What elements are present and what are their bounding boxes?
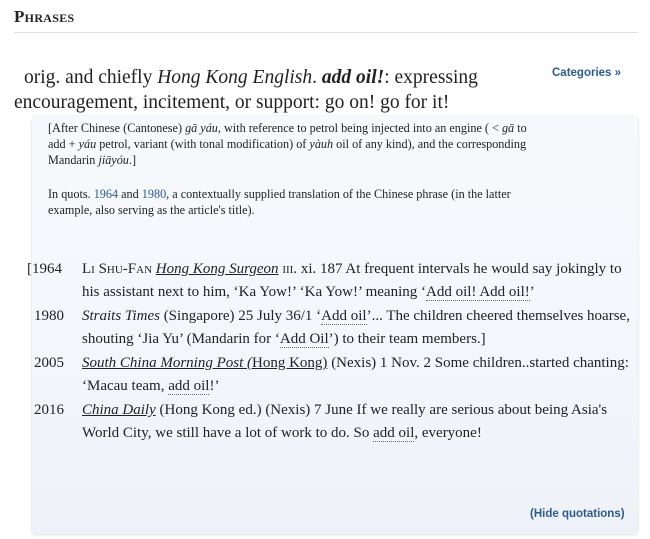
region-label: Hong Kong English bbox=[157, 67, 313, 88]
quotation-text: If we really are serious about being Asia's World City, we still have a lot of work to do. So bbox=[82, 402, 608, 441]
quotation-ref: xi. 187 bbox=[297, 261, 343, 277]
quotation-text: ’ bbox=[529, 283, 535, 300]
quotation-source-title: Straits Times bbox=[82, 308, 160, 324]
translation-note bbox=[48, 186, 538, 218]
quotation-source-title[interactable]: Hong Kong Surgeon bbox=[155, 261, 279, 277]
definition-separator: . bbox=[312, 67, 322, 88]
quotation-highlight: add oil bbox=[168, 377, 210, 394]
quotation-year-link-1964[interactable]: 1964 bbox=[93, 187, 119, 201]
quotation-highlight: Add oil bbox=[321, 308, 367, 324]
quotations-list bbox=[27, 258, 632, 446]
quotation-author: Li Shu-Fan bbox=[82, 261, 153, 277]
etym-text: [After Chinese (Cantonese) bbox=[48, 121, 186, 135]
quotation-source-title[interactable]: South China Morning Post ( bbox=[82, 355, 253, 371]
etym-italic: yàuh bbox=[309, 137, 334, 151]
quotation-source-place[interactable]: Hong Kong) bbox=[252, 355, 328, 371]
quotation-source: (Singapore) 25 July 36/1 bbox=[159, 308, 313, 324]
note-text: , a contextually supplied translation of the Chinese phrase (in the latter example, also serving as the article's title). bbox=[48, 187, 511, 217]
etym-italic: jiāyóu bbox=[98, 153, 129, 167]
note-text: and bbox=[118, 187, 142, 201]
etym-italic: gā yáu bbox=[185, 121, 218, 135]
quotation-ref-volume: iii. bbox=[282, 261, 298, 277]
quotation-date: 2016 bbox=[34, 402, 64, 418]
quotation-highlight: add oil bbox=[373, 424, 415, 441]
quotation-year-link-1980[interactable]: 1980 bbox=[141, 187, 167, 201]
quotation-text: At frequent intervals he would say jokingly to his assistant next to him, ‘Ka Yow!’ ‘Ka Yow!’ meaning ‘ bbox=[82, 261, 622, 300]
quotation-text: !’ bbox=[209, 377, 220, 394]
etym-text: to add + bbox=[48, 121, 527, 151]
headword: add oil! bbox=[321, 67, 385, 88]
quotation-source-title[interactable]: China Daily bbox=[82, 402, 156, 418]
definition-prefix: orig. and chiefly bbox=[24, 67, 158, 88]
etym-text: .] bbox=[128, 153, 137, 167]
definition-line-2: encouragement, incitement, or support: go on! go for it! bbox=[14, 92, 450, 113]
categories-link[interactable]: Categories » bbox=[552, 67, 622, 79]
definition-text: : expressing bbox=[384, 67, 478, 88]
quotation-text: ‘ bbox=[312, 308, 322, 324]
quotation-text: Some children..started chanting: ‘Macau team, bbox=[82, 355, 629, 394]
quotation-1980 bbox=[32, 305, 632, 350]
note-text: In quots. bbox=[48, 187, 94, 201]
etym-text: petrol, variant (with tonal modification) of bbox=[96, 137, 310, 151]
section-divider bbox=[14, 32, 638, 33]
quotation-date: 2005 bbox=[34, 355, 64, 371]
quotation-text: ’... The children cheered themselves hoarse, shouting ‘Jia Yu’ (Mandarin for ‘ bbox=[82, 308, 630, 347]
quotation-text: , everyone! bbox=[414, 424, 482, 441]
quotation-source: (Hong Kong ed.) (Nexis) 7 June bbox=[155, 402, 353, 418]
hide-quotations-link[interactable]: (Hide quotations) bbox=[530, 508, 625, 520]
quotation-text: ’) to their team members.] bbox=[328, 330, 486, 347]
quotation-2016 bbox=[32, 399, 632, 444]
etym-text: oil of any kind), and the corresponding Mandarin bbox=[48, 137, 527, 167]
definition-line-1 bbox=[14, 65, 554, 90]
quotation-date: [1964 bbox=[27, 261, 62, 277]
sense-definition bbox=[14, 65, 554, 115]
quotation-2005 bbox=[32, 352, 632, 397]
etymology-paragraph bbox=[48, 120, 538, 168]
quotation-source: (Nexis) 1 Nov. 2 bbox=[327, 355, 432, 371]
quotation-date: 1980 bbox=[34, 308, 64, 324]
etym-text: , with reference to petrol being injected into an engine ( < bbox=[217, 121, 502, 135]
section-heading: Phrases bbox=[14, 7, 75, 26]
quotation-highlight: Add oil! Add oil! bbox=[426, 283, 530, 300]
quotation-highlight: Add Oil bbox=[279, 330, 329, 347]
etym-italic: gā bbox=[501, 121, 515, 135]
etymology-note bbox=[48, 120, 538, 218]
quotation-1964 bbox=[27, 258, 632, 303]
etym-italic: yáu bbox=[78, 137, 97, 151]
